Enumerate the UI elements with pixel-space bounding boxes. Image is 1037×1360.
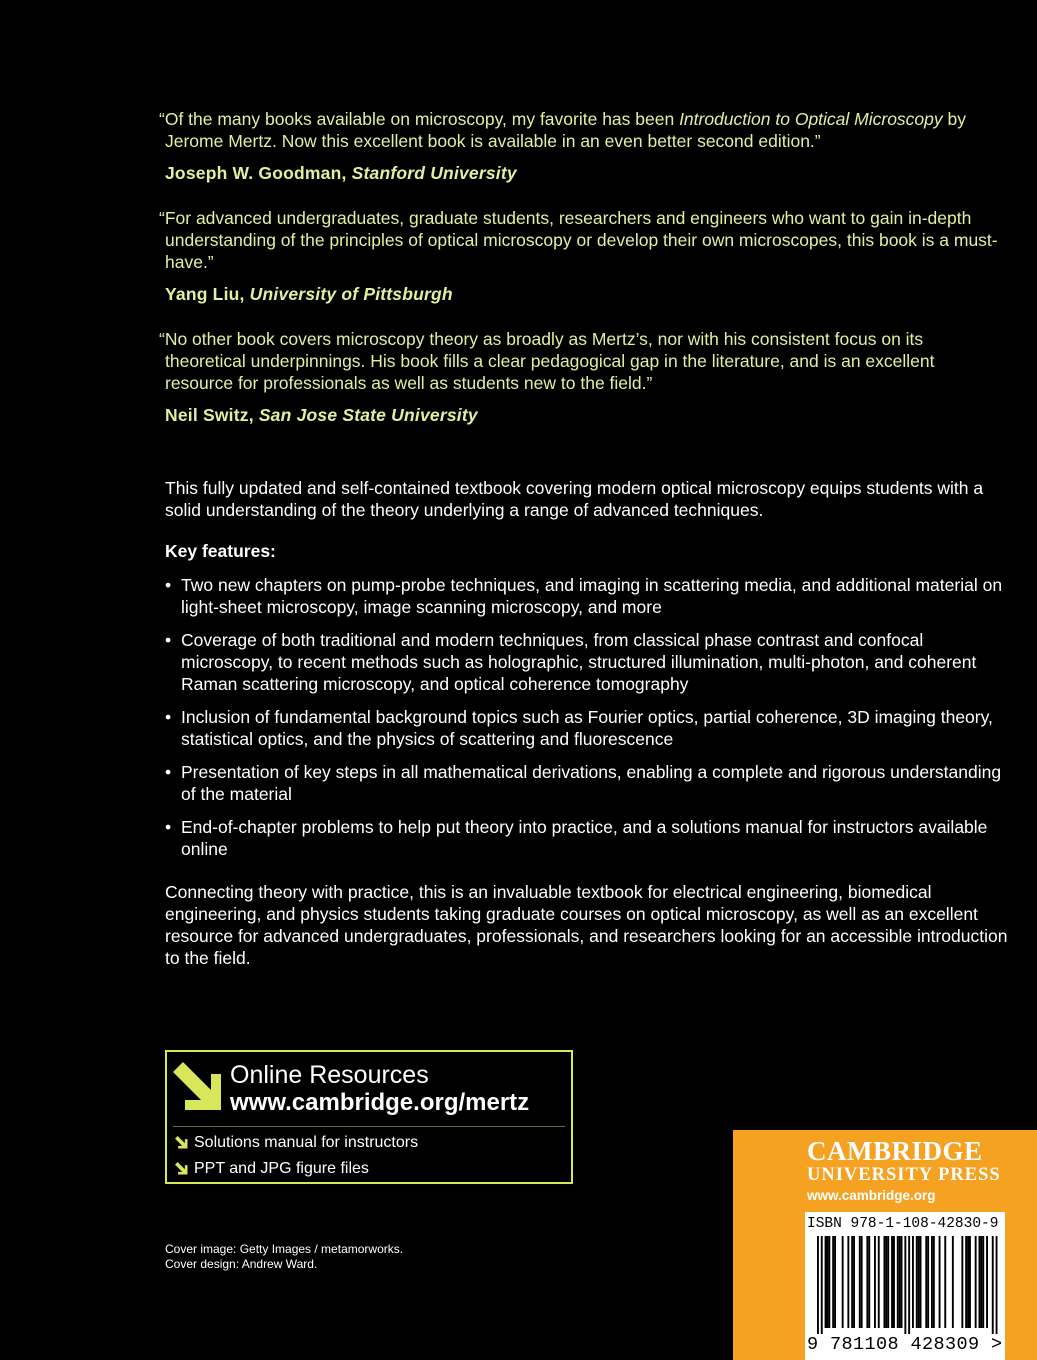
barcode-bar: [965, 1236, 967, 1328]
endorsement-attribution: Joseph W. Goodman, Stanford University: [165, 163, 517, 183]
barcode-bar: [821, 1236, 823, 1334]
barcode-bar: [916, 1236, 918, 1328]
endorsement-attribution: Neil Switz, San Jose State University: [165, 405, 478, 425]
cover-design-credit: Cover design: Andrew Ward.: [165, 1257, 318, 1271]
barcode-bar: [925, 1236, 927, 1328]
barcode-bar: [859, 1236, 861, 1328]
barcode-bar: [920, 1236, 922, 1328]
barcode-bar: [979, 1236, 981, 1328]
barcode-bar: [817, 1236, 819, 1334]
barcode-bar: [853, 1236, 855, 1328]
divider: [173, 1126, 565, 1127]
barcode-bar: [827, 1236, 829, 1328]
endorsement-liu: [159, 207, 1005, 305]
barcode-bar: [832, 1236, 834, 1328]
list-item: • Coverage of both traditional and modern techniques, from classical phase contrast and confocal microscopy, to recent methods such as holographic, structured illumination, multi-photon, and coherent Raman scattering microscopy, and optical coherence tomography: [165, 629, 1015, 695]
barcode-bar: [834, 1236, 836, 1328]
publisher-panel: [733, 1130, 1037, 1360]
list-item: • Presentation of key steps in all mathematical derivations, enabling a complete and rigorous understanding of the material: [165, 761, 1015, 805]
barcode-bar: [887, 1236, 889, 1328]
arrow-down-right-icon: [173, 1062, 223, 1112]
list-item: • Two new chapters on pump-probe techniques, and imaging in scattering media, and additional material on light-sheet microscopy, image scanning microscopy, and more: [165, 574, 1015, 618]
barcode-bar: [904, 1236, 906, 1334]
endorsement-switz: [159, 328, 1005, 426]
publisher-url[interactable]: www.cambridge.org: [807, 1188, 936, 1203]
barcode-bar: [980, 1236, 982, 1328]
barcode-bar: [847, 1236, 849, 1328]
barcode-bar: [912, 1236, 914, 1328]
cover-image-credit: Cover image: Getty Images / metamorworks.: [165, 1242, 404, 1256]
barcode-bar: [893, 1236, 895, 1328]
endorsement-text: “No other book covers microscopy theory as broadly as Mertz’s, nor with his consistent focus on its theoretical underpinnings. His book fills a clear pedagogical gap in the literature, and is an excellent resource for professionals as well as students new to the field.”: [159, 329, 935, 393]
barcode-bar: [975, 1236, 977, 1328]
barcode-bar: [825, 1236, 827, 1328]
barcode-bar: [992, 1236, 994, 1334]
barcode-bar: [874, 1236, 876, 1328]
barcode-bar: [868, 1236, 870, 1328]
barcode: [805, 1212, 1005, 1360]
barcode-bar: [891, 1236, 893, 1328]
closing-paragraph: Connecting theory with practice, this is an invaluable textbook for electrical engineering, biomedical engineering, and physics students taking graduate courses on optical microscopy, as well as an excellent resource for advanced undergraduates, professionals, and researchers looking for an accessible introduction to the field.: [165, 882, 1008, 968]
barcode-bar: [851, 1236, 853, 1328]
endorsement-text: “Of the many books available on microscopy, my favorite has been Introduction to Optical Microscopy by Jerome Mertz. Now this excellent book is available in an even better second edition.”: [159, 109, 967, 151]
barcode-bar: [961, 1236, 963, 1328]
barcode-bar: [969, 1236, 971, 1328]
barcode-bar: [933, 1236, 935, 1328]
key-features-heading: Key features:: [165, 541, 276, 561]
barcode-bar: [952, 1236, 954, 1328]
barcode-bar: [842, 1236, 844, 1328]
barcode-bar: [901, 1236, 903, 1328]
barcode-bar: [899, 1236, 901, 1328]
endorsement-text: “For advanced undergraduates, graduate students, researchers and engineers who want to gain in-depth understanding of the principles of optical microscopy or develop their own microscopes, this book is a must-have.”: [159, 208, 998, 272]
list-item: • Inclusion of fundamental background topics such as Fourier optics, partial coherence, 3D imaging theory, statistical optics, and the physics of scattering and fluorescence: [165, 706, 1015, 750]
barcode-bar: [878, 1236, 880, 1328]
online-resources-url[interactable]: www.cambridge.org/mertz: [230, 1089, 530, 1116]
barcode-bar: [967, 1236, 969, 1328]
barcode-bar: [982, 1236, 984, 1328]
publisher-logo-subtitle: UNIVERSITY PRESS: [807, 1165, 1001, 1185]
barcode-bar: [927, 1236, 929, 1328]
barcode-bar: [866, 1236, 868, 1328]
cover-credits: [165, 1242, 403, 1272]
resource-item: Solutions manual for instructors: [175, 1133, 418, 1153]
online-resources-box: [165, 1050, 573, 1184]
barcode-bar: [931, 1236, 933, 1328]
barcode-bar: [885, 1236, 887, 1328]
barcode-digits: 9 781108 428309 >: [807, 1334, 1003, 1355]
barcode-bar: [939, 1236, 941, 1328]
publisher-logo-name: CAMBRIDGE: [807, 1136, 983, 1166]
resource-item: PPT and JPG figure files: [175, 1159, 369, 1179]
barcode-bar: [884, 1236, 886, 1328]
arrow-down-right-icon: [175, 1136, 188, 1149]
barcode-bar: [944, 1236, 946, 1328]
arrow-down-right-icon: [175, 1162, 188, 1175]
barcode-bar: [828, 1236, 830, 1328]
list-item: • End-of-chapter problems to help put theory into practice, and a solutions manual for instructors available online: [165, 816, 1015, 860]
key-features-list: [165, 574, 1015, 871]
endorsement-goodman: [159, 108, 1005, 184]
online-resources-title: Online Resources: [230, 1061, 429, 1089]
barcode-bar: [861, 1236, 863, 1328]
barcode-bar: [897, 1236, 899, 1328]
intro-paragraph: This fully updated and self-contained textbook covering modern optical microscopy equips students with a solid understanding of the theory underlying a range of advanced techniques.: [165, 478, 984, 520]
barcode-bar: [986, 1236, 988, 1328]
isbn-label: ISBN 978-1-108-42830-9: [807, 1216, 999, 1232]
barcode-bars: [805, 1236, 1005, 1334]
barcode-bar: [996, 1236, 998, 1334]
barcode-bar: [908, 1236, 910, 1334]
endorsement-attribution: Yang Liu, University of Pittsburgh: [165, 284, 453, 304]
barcode-bar: [918, 1236, 920, 1328]
